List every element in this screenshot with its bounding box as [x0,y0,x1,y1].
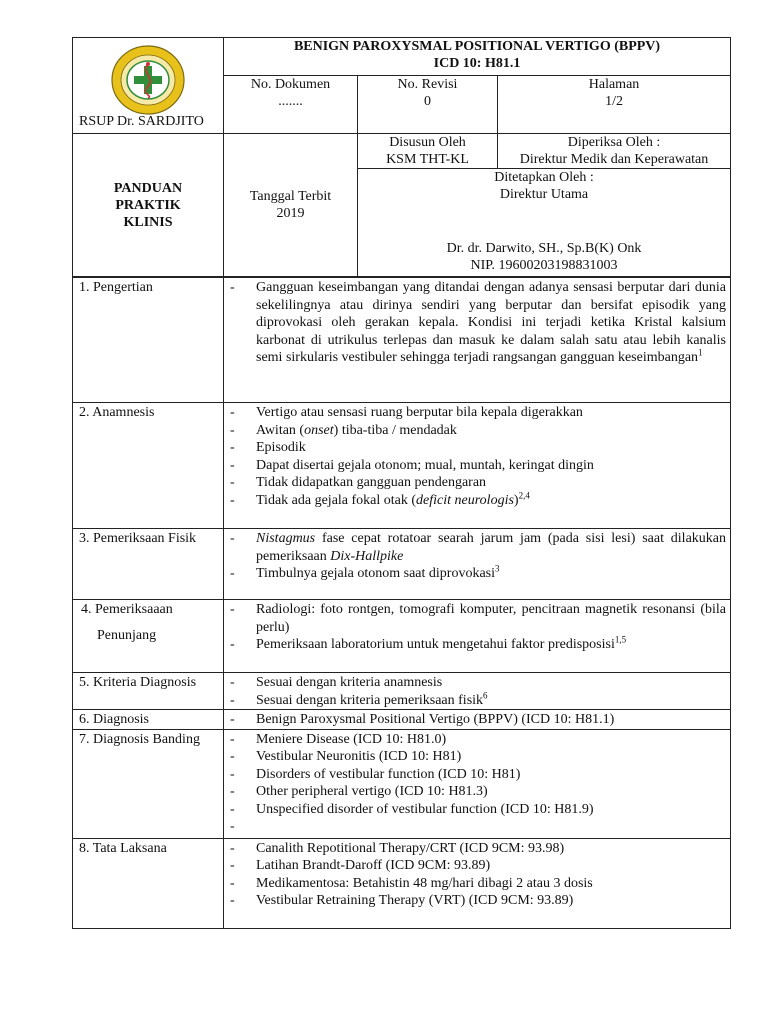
section-label: 1. Pengertian [73,278,224,403]
list-item: - Vestibular Neuronitis (ICD 10: H81) [228,748,726,766]
list-item: - Other peripheral vertigo (ICD 10: H81.3) [228,783,726,801]
section-content [224,729,731,838]
prepared-by-cell [358,134,498,169]
section-row [73,710,731,730]
revision-value: 0 [424,94,431,109]
checked-by-cell [498,134,731,169]
title-line-1: BENIGN PAROXYSMAL POSITIONAL VERTIGO (BPPV) [293,39,661,54]
section-row [73,278,731,403]
approved-by-cell [358,169,731,277]
list-item: - Meniere Disease (ICD 10: H81.0) [228,731,726,749]
doc-number-cell [224,76,358,134]
list-item: - Vestibular Retraining Therapy (VRT) (ICD 9CM: 93.89) [228,892,726,910]
section-row [73,529,731,600]
list-item: - Tidak ada gejala fokal otak (deficit neurologis)$^{2,4}$ [228,492,726,510]
checked-by-value: Direktur Medik dan Keperawatan [519,152,709,167]
section-label: 2. Anamnesis [73,403,224,529]
list-item: - Nistagmus fase cepat rotatoar searah jarum jam (pada sisi lesi) saat dilakukan pemeriksaan Dix-Hallpike [228,530,726,565]
hospital-logo [73,44,223,116]
section-label: 5. Kriteria Diagnosis [73,673,224,710]
hospital-emblem-icon [110,44,186,116]
document-title [224,38,731,76]
list-item: - Dapat disertai gejala otonom; mual, muntah, keringat dingin [228,457,726,475]
page-cell [498,76,731,134]
list-item: - Medikamentosa: Betahistin 48 mg/hari dibagi 2 atau 3 dosis [228,875,726,893]
hospital-cell [73,38,224,134]
list-item: - Unspecified disorder of vestibular function (ICD 10: H81.9) [228,801,726,819]
section-label: 6. Diagnosis [73,710,224,730]
section-row [73,729,731,838]
doc-number-label: No. Dokumen [250,77,331,92]
signatory-name: Dr. dr. Darwito, SH., Sp.B(K) Onk [446,241,642,256]
section-content [224,403,731,529]
section-row [73,673,731,710]
prepared-by-label: Disusun Oleh [389,135,466,150]
list-item: - Sesuai dengan kriteria pemeriksaan fisik$^6$ [228,692,726,710]
prepared-by-value: KSM THT-KL [386,152,469,167]
list-item: - Sesuai dengan kriteria anamnesis [228,674,726,692]
issue-date-cell [224,134,358,277]
section-content [224,710,731,730]
approved-by-label: Ditetapkan Oleh : [494,170,594,185]
list-item: - Timbulnya gejala otonom saat diprovokasi$^3$ [228,565,726,583]
section-content [224,673,731,710]
section-row [73,403,731,529]
section-row [73,838,731,928]
citation-ref: 3 [495,563,500,574]
list-item: - Disorders of vestibular function (ICD 10: H81) [228,766,726,784]
list-item: - Vertigo atau sensasi ruang berputar bila kepala digerakkan [228,404,726,422]
list-item: - Pemeriksaan laboratorium untuk mengetahui faktor predisposisi$^{1,5}$ [228,636,726,654]
signatory-nip: NIP. 19600203198831003 [470,258,618,273]
list-item: - Radiologi: foto rontgen, tomografi komputer, pencitraan magnetik resonansi (bila perlu) [228,601,726,636]
list-item: - Gangguan keseimbangan yang ditandai dengan adanya sensasi berputar dari dunia sekelilingnya atau dirinya sendiri yang berputar dan bersifat episodik yang diprovokasi oleh gerakan kepala. Kondisi ini terjadi ketika Kristal kalsium karbonat di utrikulus terlepas dan masuk ke dalam salah satu atau lebih kanalis semi sirkularis vestibuler sehingga terjadi rangsangan gangguan keseimbangan$^1$ [228,279,726,367]
section-content [224,278,731,403]
section-content [224,600,731,673]
section-row [73,600,731,673]
approved-by-value: Direktur Utama [499,187,589,202]
list-item: - Benign Paroxysmal Positional Vertigo (BPPV) (ICD 10: H81.1) [228,711,726,729]
guideline-body [72,277,731,929]
section-content [224,529,731,600]
issue-date-value: 2019 [276,206,305,221]
hospital-name: RSUP Dr. SARDJITO [79,114,204,129]
doc-number-value: ....... [278,94,303,109]
section-label: 4. Pemeriksaaan Penunjang [73,600,224,673]
citation-ref: 1,5 [614,634,627,645]
section-content [224,838,731,928]
document-type [73,134,224,277]
checked-by-label: Diperiksa Oleh : [567,135,661,150]
revision-cell [358,76,498,134]
issue-date-label: Tanggal Terbit [249,189,332,204]
list-item: - Canalith Repotitional Therapy/CRT (ICD 9CM: 93.98) [228,840,726,858]
doc-type-line-3: KLINIS [123,214,173,230]
doc-type-line-2: PRAKTIK [115,197,181,213]
page-value: 1/2 [605,94,623,109]
page-label: Halaman [588,77,640,92]
title-icd-code: ICD 10: H81.1 [433,56,521,71]
list-item: - Latihan Brandt-Daroff (ICD 9CM: 93.89) [228,857,726,875]
citation-ref: 2,4 [518,489,530,500]
document-header [72,37,731,277]
list-item: - Awitan (onset) tiba-tiba / mendadak [228,422,726,440]
section-label: 3. Pemeriksaan Fisik [73,529,224,600]
revision-label: No. Revisi [397,77,458,92]
citation-ref: 1 [698,347,703,358]
section-label: 8. Tata Laksana [73,838,224,928]
list-item: - Tidak didapatkan gangguan pendengaran [228,474,726,492]
doc-type-line-1: PANDUAN [113,180,183,196]
citation-ref: 6 [483,689,488,700]
section-label: 7. Diagnosis Banding [73,729,224,838]
list-item: - Episodik [228,439,726,457]
